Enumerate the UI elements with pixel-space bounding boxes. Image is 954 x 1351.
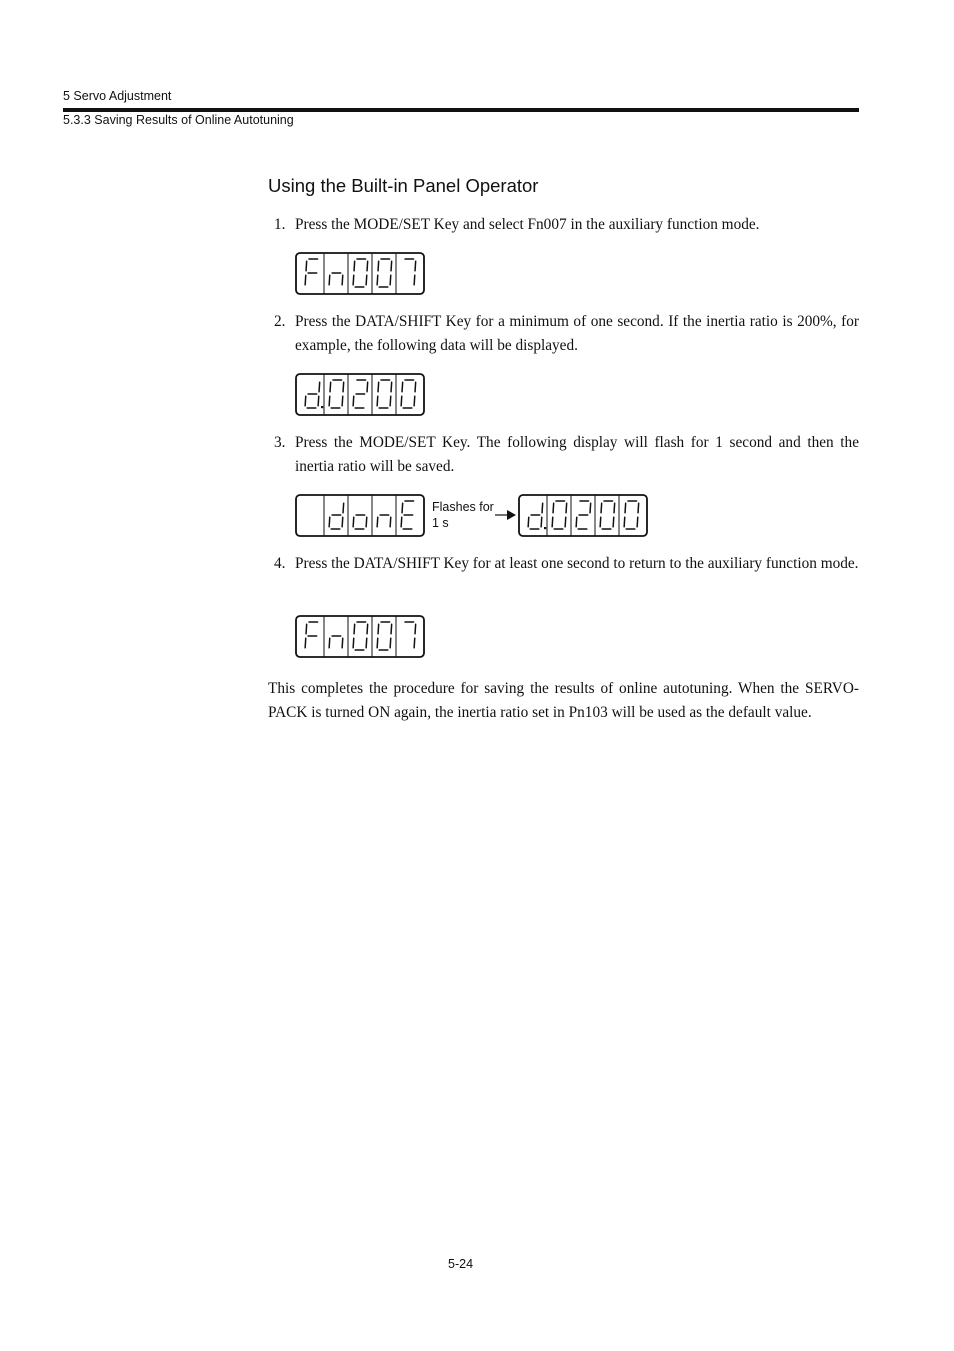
panel-display-d0200	[295, 373, 425, 416]
step-text: Press the DATA/SHIFT Key for a minimum of one second. If the inertia ratio is 200%, for example, the following data will be displayed.	[295, 313, 859, 354]
panel-display-fn007	[295, 252, 425, 295]
header-rule	[63, 108, 859, 112]
step-number: 3.	[274, 434, 286, 451]
step-number: 4.	[274, 555, 286, 572]
step-text: Press the MODE/SET Key. The following display will flash for 1 second and then the inertia ratio will be saved.	[295, 434, 859, 475]
section-title: Using the Built-in Panel Operator	[268, 175, 539, 196]
closing-paragraph: This completes the procedure for saving the results of online autotuning. When the SERVO-PACK is turned ON again, the inertia ratio set in Pn103 will be used as the default value.	[268, 680, 859, 721]
flash-label	[432, 499, 494, 531]
step-number: 2.	[274, 313, 286, 330]
panel-display-done	[295, 494, 425, 537]
section-header: 5.3.3 Saving Results of Online Autotuning	[63, 113, 294, 127]
chapter-header: 5 Servo Adjustment	[63, 89, 172, 103]
step-number: 1.	[274, 216, 286, 233]
arrow-right-icon	[495, 508, 517, 522]
panel-display-fn007-return	[295, 615, 425, 658]
flash-label-line2: 1 s	[432, 516, 449, 530]
panel-display-d0200-saved	[518, 494, 648, 537]
page-number: 5-24	[448, 1257, 474, 1271]
step-text: Press the MODE/SET Key and select Fn007 in the auxiliary function mode.	[295, 216, 760, 233]
flash-label-line1: Flashes for	[432, 500, 494, 514]
step-text: Press the DATA/SHIFT Key for at least one second to return to the auxiliary function mode.	[295, 555, 859, 572]
